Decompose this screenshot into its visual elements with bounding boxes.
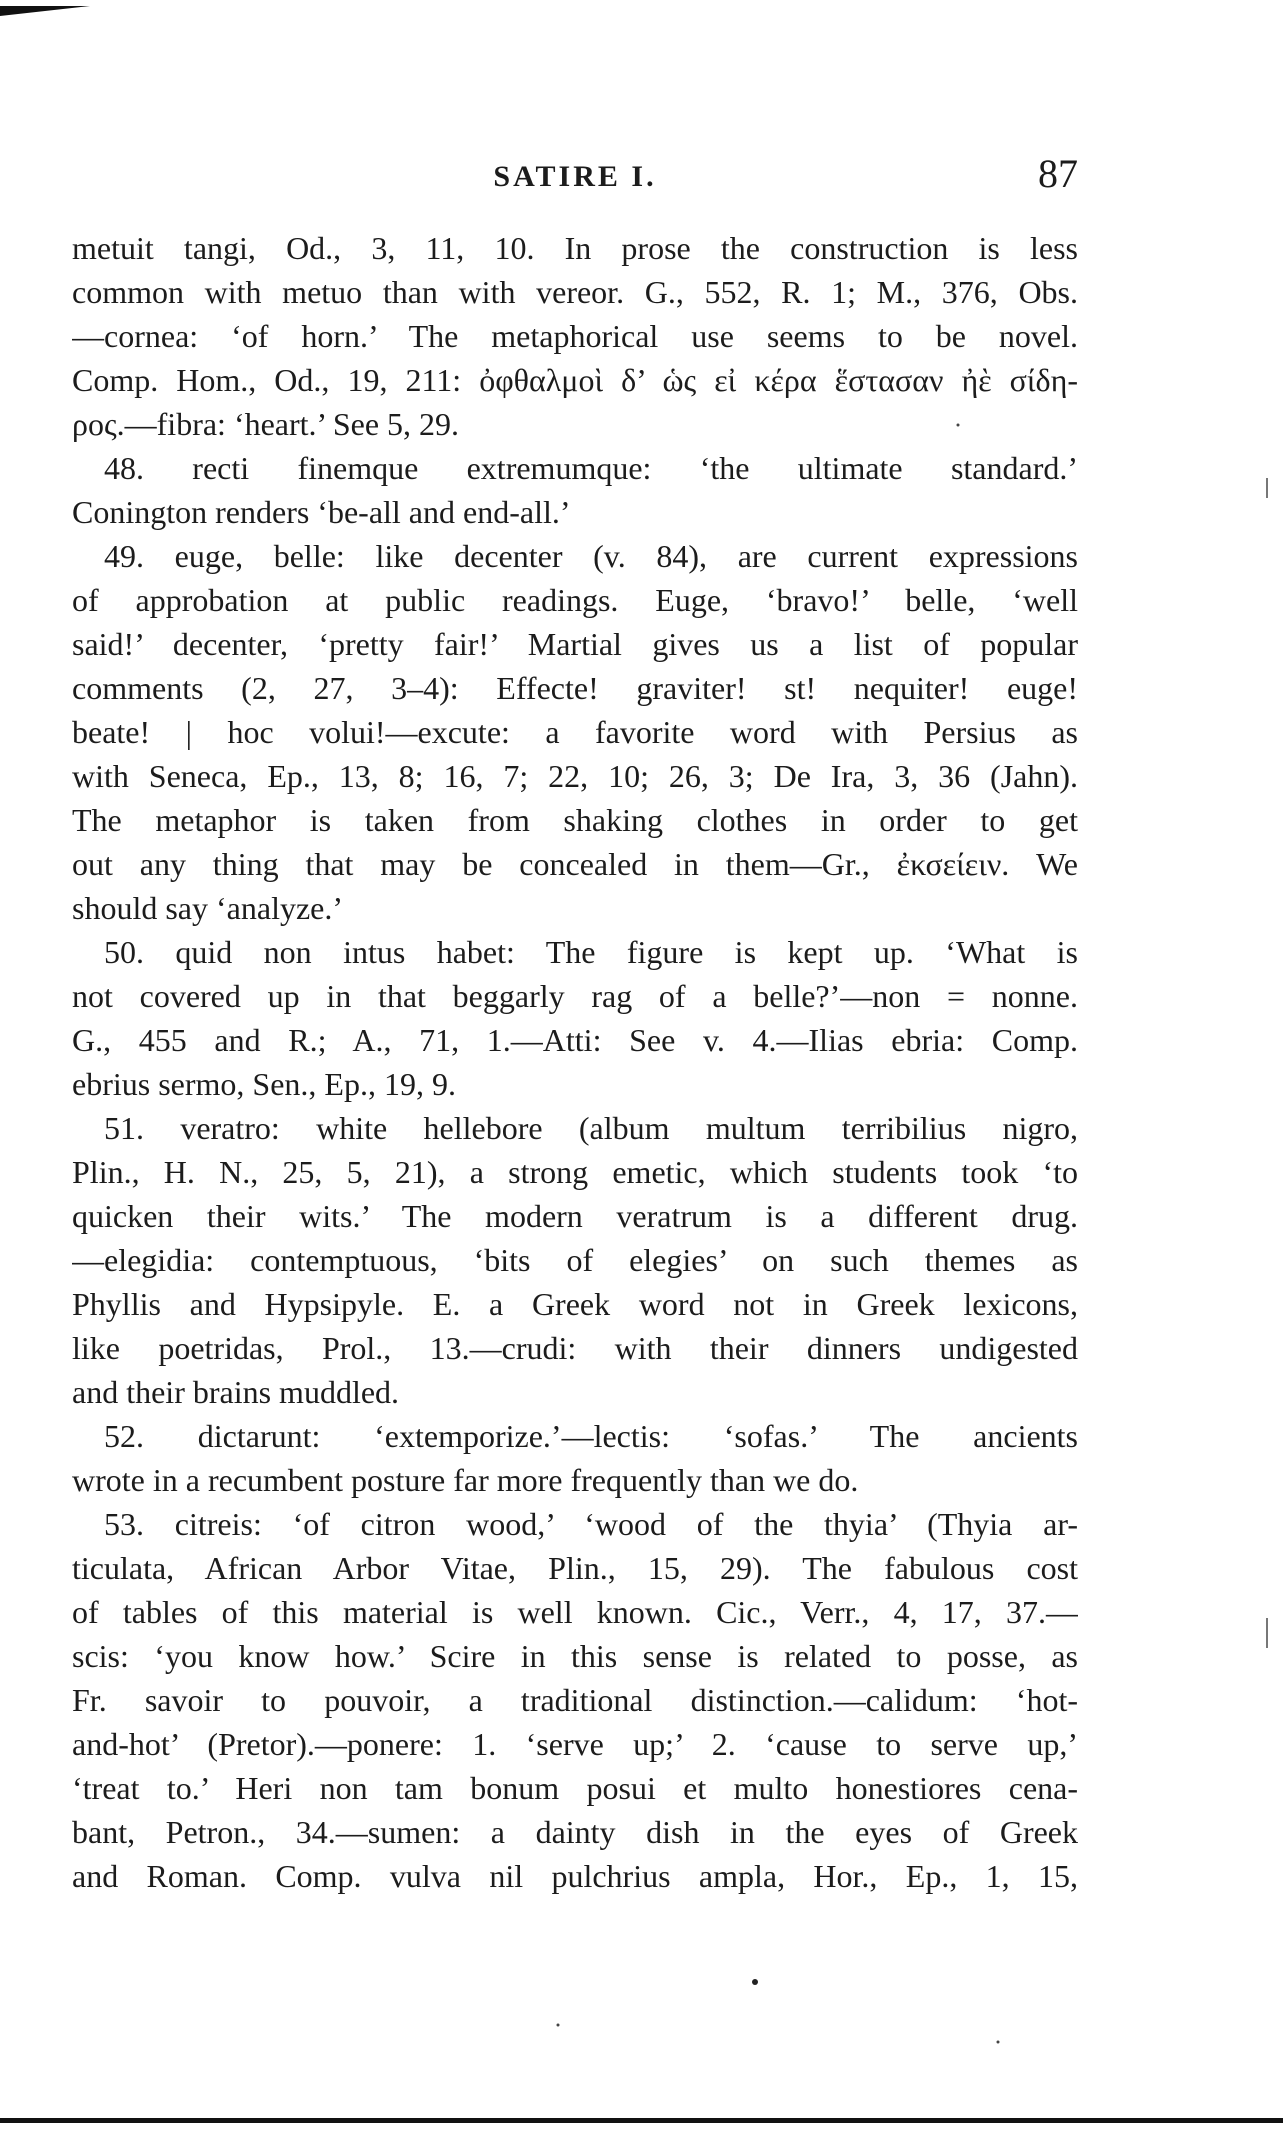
text-line: quicken their wits.’ The modern veratrum is a different drug.	[72, 1198, 1078, 1234]
speck-mark	[1266, 1618, 1268, 1648]
text-line: The metaphor is taken from shaking clothes in order to get	[72, 802, 1078, 838]
text-line: scis: ‘you know how.’ Scire in this sense is related to posse, as	[72, 1638, 1078, 1674]
text-line: with Seneca, Ep., 13, 8; 16, 7; 22, 10; 26, 3; De Ira, 3, 36 (Jahn).	[72, 758, 1078, 794]
text-line: wrote in a recumbent posture far more frequently than we do.	[72, 1462, 859, 1498]
note-line-50: 50. quid non intus habet: The figure is kept up. ‘What is	[104, 934, 1078, 970]
text-line: common with metuo than with vereor. G., 552, R. 1; M., 376, Obs.	[72, 274, 1078, 310]
note-line-52: 52. dictarunt: ‘extemporize.’—lectis: ‘sofas.’ The ancients	[104, 1418, 1078, 1454]
text-line: G., 455 and R.; A., 71, 1.—Atti: See v. 4.—Ilias ebria: Comp.	[72, 1022, 1078, 1058]
text-line: out any thing that may be concealed in them—Gr., ἐκσείειν. We	[72, 846, 1078, 882]
text-line: like poetridas, Prol., 13.—crudi: with their dinners undigested	[72, 1330, 1078, 1366]
speck-mark	[1266, 478, 1268, 498]
text-line: —elegidia: contemptuous, ‘bits of elegies’ on such themes as	[72, 1242, 1078, 1278]
note-line-53: 53. citreis: ‘of citron wood,’ ‘wood of the thyia’ (Thyia ar-	[104, 1506, 1078, 1542]
text-line: of approbation at public readings. Euge, ‘bravo!’ belle, ‘well	[72, 582, 1078, 618]
text-line: Plin., H. N., 25, 5, 21), a strong emetic, which students took ‘to	[72, 1154, 1078, 1190]
speck-mark	[752, 1979, 758, 1985]
note-line-49: 49. euge, belle: like decenter (v. 84), are current expressions	[104, 538, 1078, 574]
text-line: not covered up in that beggarly rag of a belle?’—non = nonne.	[72, 978, 1078, 1014]
page-number: 87	[1038, 151, 1078, 196]
text-line: —cornea: ‘of horn.’ The metaphorical use seems to be novel.	[72, 318, 1078, 354]
text-line: ticulata, African Arbor Vitae, Plin., 15, 29). The fabulous cost	[72, 1550, 1078, 1586]
text-line: comments (2, 27, 3–4): Effecte! graviter! st! nequiter! euge!	[72, 670, 1078, 706]
text-line: and their brains muddled.	[72, 1374, 400, 1410]
text-line: bant, Petron., 34.—sumen: a dainty dish in the eyes of Greek	[72, 1814, 1078, 1850]
text-line: Conington renders ‘be-all and end-all.’	[72, 494, 571, 530]
running-head: SATIRE I.	[493, 160, 657, 193]
text-line: said!’ decenter, ‘pretty fair!’ Martial gives us a list of popular	[72, 626, 1078, 662]
speck-mark	[557, 2024, 560, 2027]
speck-mark	[957, 424, 960, 427]
text-line: Comp. Hom., Od., 19, 211: ὀφθαλμοὶ δ’ ὡς εἰ κέρα ἕστασαν ἠὲ σίδη-	[72, 362, 1078, 398]
bottom-rule	[0, 2118, 1283, 2123]
text-line: should say ‘analyze.’	[72, 890, 344, 926]
text-line: ebrius sermo, Sen., Ep., 19, 9.	[72, 1066, 456, 1102]
text-line: Phyllis and Hypsipyle. E. a Greek word not in Greek lexicons,	[72, 1286, 1078, 1322]
note-line-51: 51. veratro: white hellebore (album multum terribilius nigro,	[104, 1110, 1078, 1146]
text-line: of tables of this material is well known. Cic., Verr., 4, 17, 37.—	[72, 1594, 1078, 1630]
text-line: Fr. savoir to pouvoir, a traditional distinction.—calidum: ‘hot-	[72, 1682, 1078, 1718]
text-line: beate! | hoc volui!—excute: a favorite word with Persius as	[72, 714, 1078, 750]
text-line: metuit tangi, Od., 3, 11, 10. In prose the construction is less	[72, 230, 1078, 266]
note-line-48: 48. recti finemque extremumque: ‘the ultimate standard.’	[104, 450, 1078, 486]
text-line: ‘treat to.’ Heri non tam bonum posui et multo honestiores cena-	[72, 1770, 1078, 1806]
speck-mark	[997, 2041, 1000, 2044]
text-line: and Roman. Comp. vulva nil pulchrius ampla, Hor., Ep., 1, 15,	[72, 1858, 1078, 1894]
text-line: and-hot’ (Pretor).—ponere: 1. ‘serve up;’ 2. ‘cause to serve up,’	[72, 1726, 1078, 1762]
text-line: ρος.—fibra: ‘heart.’ See 5, 29.	[72, 406, 460, 442]
